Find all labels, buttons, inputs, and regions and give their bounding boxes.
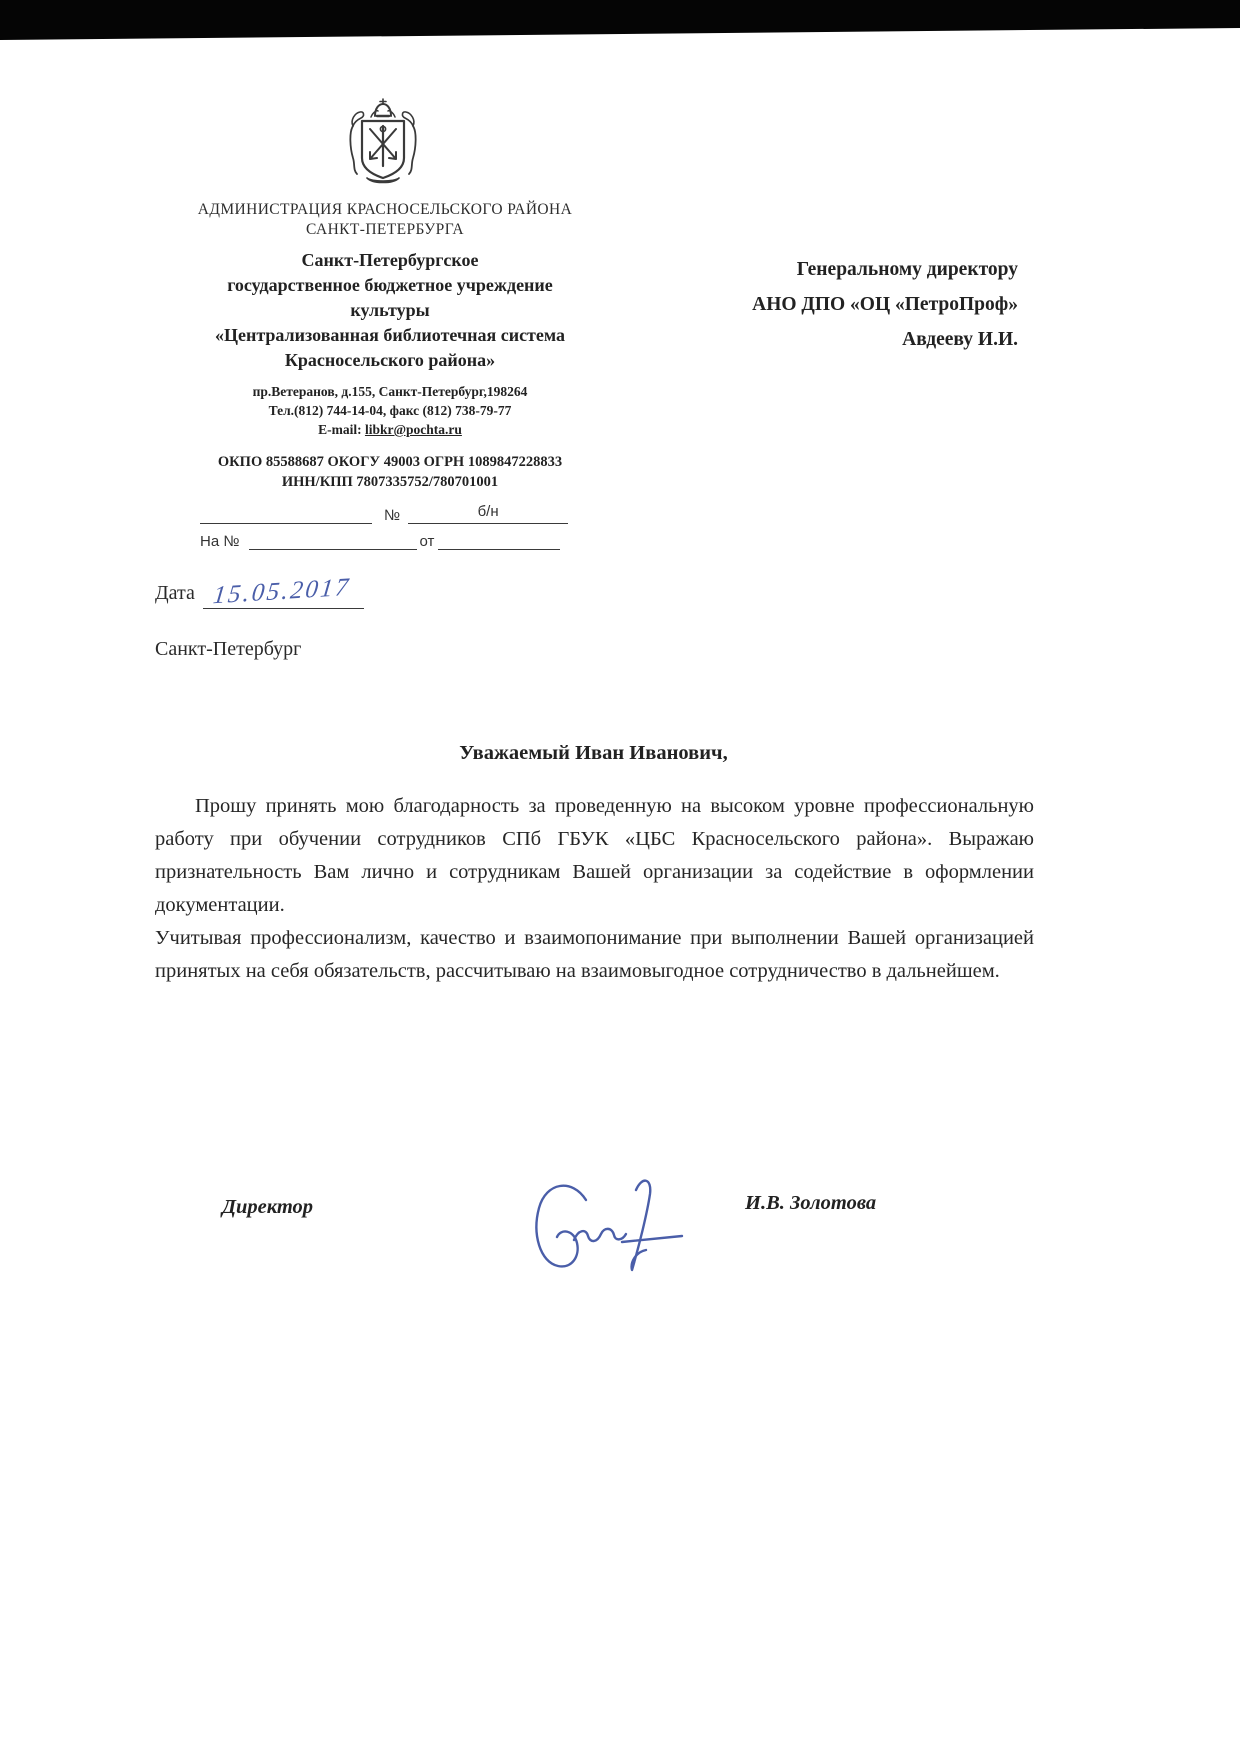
date-label: Дата	[155, 582, 195, 604]
org-name-line: государственное бюджетное учреждение	[227, 275, 553, 295]
incoming-number-blank	[249, 529, 417, 550]
body-paragraph-1: Прошу принять мою благодарность за проведенную на высоком уровне профессиональную работу при обучении сотрудников СПб ГБУК «ЦБС Красносельского района». Выражаю признательность Вам лично и сотрудникам Вашей организации за содействие в оформлении документации.	[155, 795, 1034, 916]
incoming-number-row	[200, 524, 620, 550]
body-paragraph-2: Учитывая профессионализм, качество и взаимопонимание при выполнении Вашей организацией принятых на себя обязательств, рассчитываю на взаимовыгодное сотрудничество в дальнейшем.	[155, 927, 1034, 982]
contact-info	[140, 382, 640, 439]
recipient-organization: АНО ДПО «ОЦ «ПетроПроф»	[752, 294, 1018, 315]
recipient-address	[640, 252, 1018, 357]
recipient-position: Генеральному директору	[796, 259, 1018, 280]
signer-name: И.В. Золотова	[745, 1192, 877, 1214]
administration-line1: АДМИНИСТРАЦИЯ КРАСНОСЕЛЬСКОГО РАЙОНА	[197, 201, 573, 218]
city-label: Санкт-Петербург	[155, 638, 302, 660]
date-underline	[203, 573, 365, 610]
incoming-date-blank	[438, 529, 560, 550]
scan-artifact-top-bar	[0, 0, 1240, 40]
okpo-okogu-ogrn-line: ОКПО 85588687 ОКОГУ 49003 ОГРН 1089847228833	[217, 454, 563, 470]
org-name-line: «Централизованная библиотечная система	[214, 325, 566, 345]
email-value: libkr@pochta.ru	[364, 422, 462, 437]
organization-name	[140, 248, 640, 373]
signature-handwriting-icon	[520, 1170, 700, 1280]
date-row	[155, 573, 364, 610]
recipient-name: Авдееву И.И.	[902, 329, 1018, 350]
outgoing-number-row	[200, 498, 620, 524]
spb-coat-of-arms-icon	[330, 96, 436, 196]
signer-title: Директор	[222, 1196, 314, 1218]
org-name-line: Красносельского района»	[284, 350, 496, 370]
number-sign-label: №	[384, 507, 401, 524]
salutation: Уважаемый Иван Иванович,	[459, 742, 728, 764]
registration-codes	[140, 452, 640, 492]
letterhead-administration	[140, 200, 630, 240]
phone-fax: Тел.(812) 744-14-04, факс (812) 738-79-77	[268, 403, 512, 418]
administration-line2: САНКТ-ПЕТЕРБУРГА	[306, 221, 464, 238]
from-date-label: от	[419, 533, 435, 550]
org-name-line: Санкт-Петербургское	[301, 250, 479, 270]
email-line	[140, 420, 640, 439]
postal-address: пр.Ветеранов, д.155, Санкт-Петербург,198264	[252, 384, 528, 399]
outgoing-number-value: б/н	[408, 503, 568, 524]
org-name-line: культуры	[350, 300, 430, 320]
handwritten-date: 15.05.2017	[211, 573, 352, 610]
reply-to-label: На №	[200, 533, 240, 550]
outgoing-date-blank	[200, 503, 372, 524]
reference-lines	[200, 498, 620, 550]
inn-kpp-line: ИНН/КПП 7807335752/780701001	[281, 474, 499, 490]
email-label: E-mail:	[318, 422, 362, 437]
